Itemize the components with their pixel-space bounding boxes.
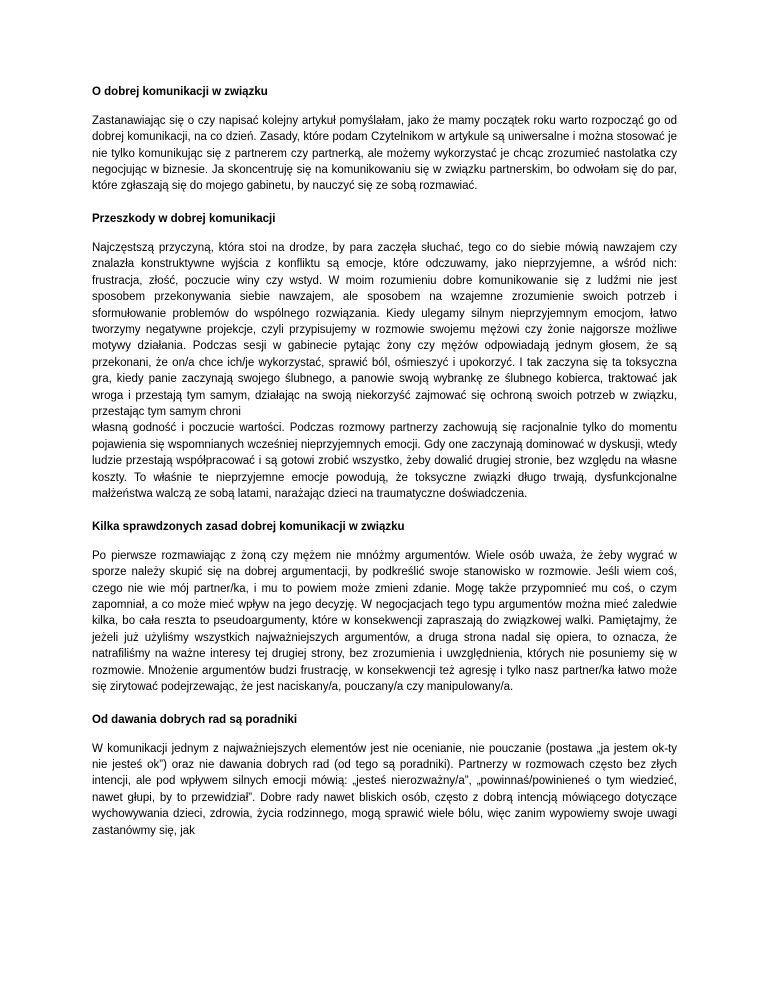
paragraph-text: W komunikacji jednym z najważniejszych elementów jest nie ocenianie, nie pouczanie (postawa „ja jestem ok-ty nie jesteś ok”) oraz nie dawania dobrych rad (od tego są poradniki). Partnerzy w rozmowach często bez złych intencji, ale pod wpływem silnych emocji mówią: „jesteś nierozważny/a”, „powinnaś/powinieneś o tym wiedzieć, nawet głupi, by to przewidział”. Dobre rady nawet bliskich osób, często z dobrą intencją mówiącego dotyczące wychowywania dzieci, zdrowia, życia rodzinnego, mogą sprawić wiele bólu, więc zanim wypowiemy swoje uwagi zastanówmy się, jak [92, 742, 677, 837]
paragraph [92, 240, 677, 503]
paragraph-text: własną godność i poczucie wartości. Podczas rozmowy partnerzy zachowują się racjonalnie tylko do momentu pojawienia się wspomnianych wcześniej nieprzyjemnych emocji. Gdy one zaczynają dominować w dyskusji, wtedy ludzie przestają współpracować i są gotowi zrobić wszystko, żeby dowalić drugiej stronie, bez względu na własne koszty. To właśnie te nieprzyjemne emocje powodują, że toksyczne związki długo trwają, dysfunkcjonalne małżeństwa walczą ze sobą latami, narażając dzieci na traumatyczne doświadczenia. [92, 422, 677, 501]
section-heading: O dobrej komunikacji w związku [92, 86, 268, 98]
document-page [92, 84, 677, 855]
paragraph [92, 741, 677, 839]
paragraph-text: Zastanawiając się o czy napisać kolejny artykuł pomyślałam, jako że mamy początek roku warto rozpocząć go od dobrej komunikacji, na co dzień. Zasady, które podam Czytelnikom w artykule są uniwersalne i można stosować je nie tylko komunikując się z partnerem czy partnerką, ale możemy wykorzystać je chcąc zrozumieć nastolatka czy negocjując w biznesie. Ja skoncentruję się na komunikowaniu się w związku partnerskim, bo odwołam się do par, które zgłaszają się do mojego gabinetu, by nauczyć się ze sobą rozmawiać. [92, 114, 677, 193]
paragraph-text: Po pierwsze rozmawiając z żoną czy mężem nie mnóżmy argumentów. Wiele osób uważa, że żeby wygrać w sporze należy skupić się na dobrej argumentacji, by podkreślić swoje stanowisko w rozmowie. Jeśli wiem coś, czego nie wie mój partner/ka, i mu to powiem może zmieni zdanie. Mogę także przypomnieć mu coś, o czym zapomniał, a co może mieć wpływ na jego decyzję. W negocjacjach tego typu argumentów można mieć zaledwie kilka, bo cała reszta to pseudoargumenty, które w konsekwencji zapraszają do związkowej walki. Pamiętajmy, że jeżeli już użyliśmy wszystkich najważniejszych argumentów, a druga strona nadal się opiera, to oznacza, że natrafiliśmy na ważne interesy tej drugiej strony, bez zrozumienia i uwzględnienia, których nie posuniemy się w rozmowie. Mnożenie argumentów budzi frustrację, w konsekwencji też agresję i tylko nasz partner/ka łatwo może się zirytować podejrzewając, że jest naciskany/a, pouczany/a czy manipulowany/a. [92, 549, 677, 693]
paragraph [92, 548, 677, 696]
paragraph [92, 113, 677, 195]
section-heading: Przeszkody w dobrej komunikacji [92, 213, 276, 226]
section-heading: Kilka sprawdzonych zasad dobrej komunikacji w związku [92, 520, 405, 533]
paragraph-text: Najczęstszą przyczyną, która stoi na drodze, by para zaczęła słuchać, tego co do siebie mówią nawzajem czy znalazła konstruktywne wyjścia z konfliktu są emocje, które odczuwamy, jako nieprzyjemne, a wśród nich: frustracja, złość, poczucie winy czy wstyd. W moim rozumieniu dobre komunikowanie się z ludźmi nie jest sposobem przekonywania siebie nawzajem, ale sposobem na wzajemne zrozumienie swoich potrzeb i sformułowanie problemów do wspólnego rozwiązania. Kiedy ulegamy silnym nieprzyjemnym emocjom, łatwo tworzymy negatywne projekcje, czyli przypisujemy w rozmowie swojemu mężowi czy żonie najgorsze możliwe motywy działania. Podczas sesji w gabinecie pytając żony czy mężów odpowiadają jednym głosem, że są przekonani, że on/a chce ich/je wykorzystać, sprawić ból, ośmieszyć i upokorzyć. I tak zaczyna się ta toksyczna gra, kiedy panie zaczynają swojego ślubnego, a panowie swoją wybrankę ze ślubnego kobierca, traktować jak wroga i przestają tym samym, działając na swoją niekorzyść zajmować się ochroną swoich potrzeb w związku, przestając tym samym chroni [92, 242, 677, 419]
section-heading: Od dawania dobrych rad są poradniki [92, 713, 298, 726]
